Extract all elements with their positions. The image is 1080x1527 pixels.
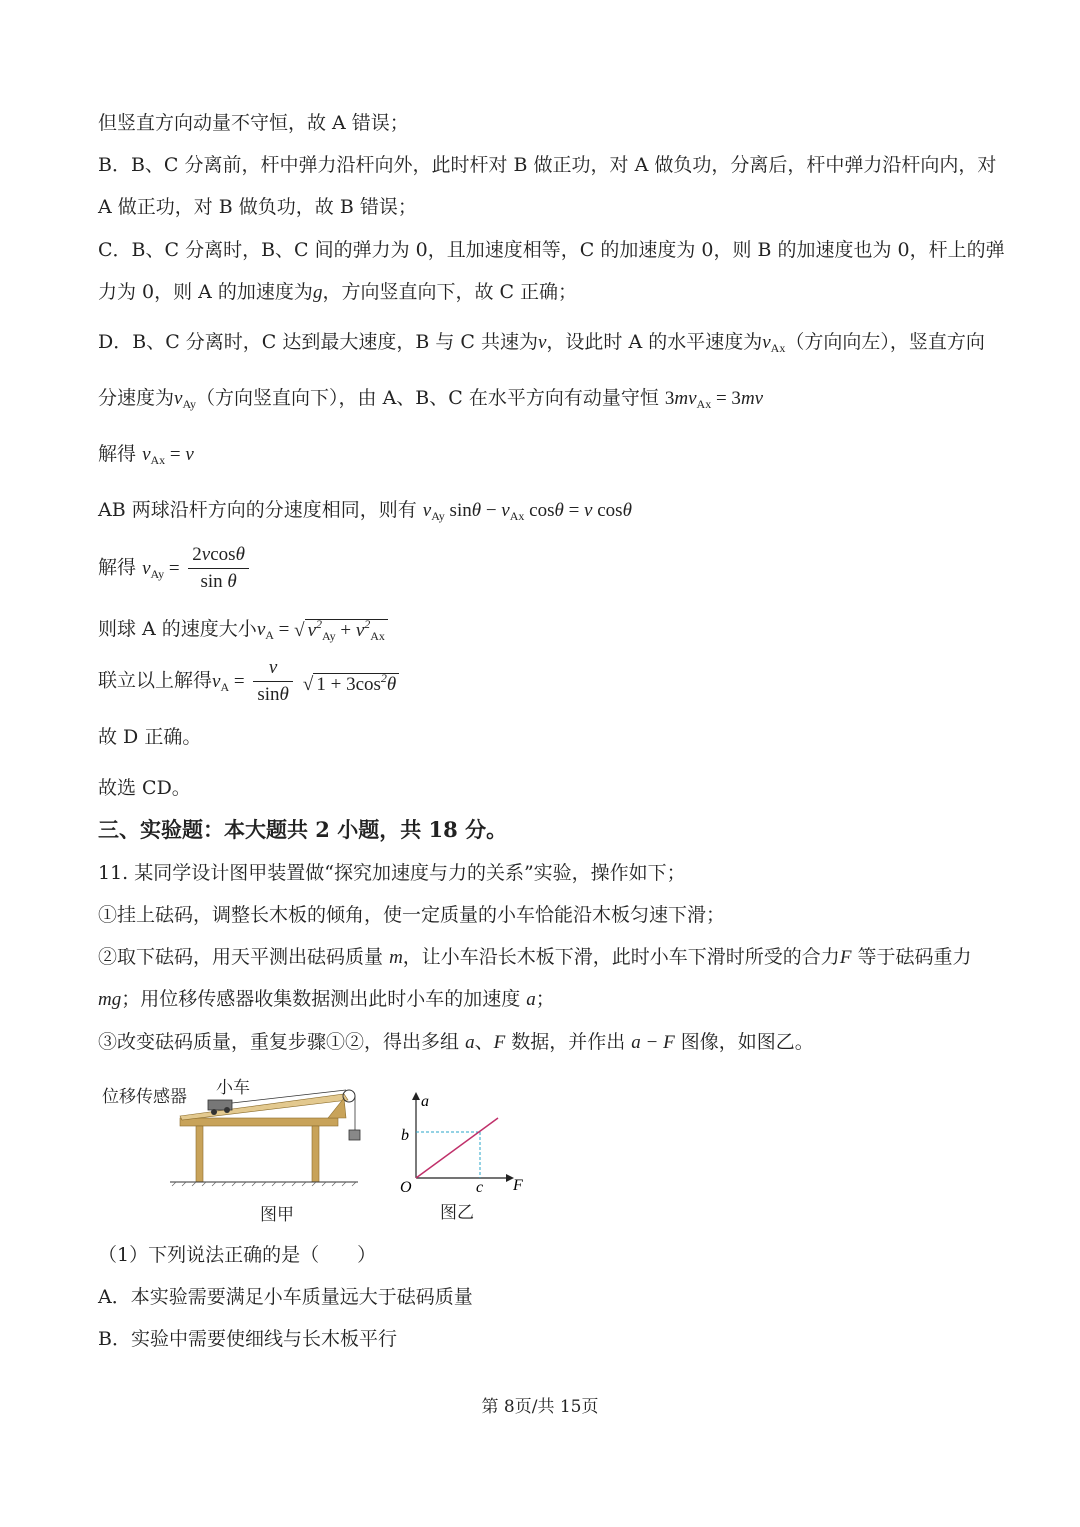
option-a: A．本实验需要满足小车质量远大于砝码质量 xyxy=(98,1286,473,1308)
text-line: A 做正功，对 B 做负功，故 B 错误； xyxy=(98,196,417,218)
origin-label: O xyxy=(400,1179,412,1196)
axis-a-label: a xyxy=(421,1093,429,1110)
equation-line: 解得 $v_{Ay}$ = $\frac{2vcos\theta}{\text{sin θ}}$ xyxy=(98,542,253,595)
step-3: ③改变砝码质量，重复步骤①②，得出多组 a、F 数据，并作出 a − F 图像，如图乙。 xyxy=(98,1031,814,1053)
text-line: 故 D 正确。 xyxy=(98,726,202,748)
text-line: 但竖直方向动量不守恒，故 A 错误； xyxy=(98,112,409,134)
section-heading: 三、实验题：本大题共 2 小题，共 18 分。 xyxy=(98,817,508,842)
b-label: b xyxy=(401,1127,409,1144)
c-label: c xyxy=(476,1179,484,1196)
equation-line: AB 两球沿杆方向的分速度相同，则有 $v_{Ay}$ $\sin\theta - v_{Ax}$ cosθ = v cosθ xyxy=(98,499,632,523)
text-line: 力为 0，则 A 的加速度为g，方向竖直向下，故 C 正确； xyxy=(98,281,578,303)
step-1: ①挂上砝码，调整长木板的倾角，使一定质量的小车恰能沿木板匀速下滑； xyxy=(98,904,726,926)
sensor-label: 位移传感器 xyxy=(102,1087,187,1107)
equation-line: 则球 A 的速度大小$v_A$ = √ $v^2_{Ay} + v^2_{Ax}$ xyxy=(98,611,388,649)
a-f-graph xyxy=(392,1086,532,1198)
figure-caption-b: 图乙 xyxy=(440,1203,474,1223)
answer-line: 故选 CD。 xyxy=(98,777,191,799)
a-f-line xyxy=(416,1118,498,1178)
text-line: 分速度为$v_{Ay}$（方向竖直向下），由 A、B、C 在水平方向有动量守恒 $3mv_{Ax} = 3mv$ xyxy=(98,387,764,411)
sub-question-1: （1）下列说法正确的是（ ） xyxy=(98,1244,377,1266)
page-footer: 第 8页/共 15页 xyxy=(481,1397,599,1417)
option-b: B．实验中需要使细线与长木板平行 xyxy=(98,1328,397,1350)
option-d-explanation: D．B、C 分离时，C 达到最大速度，B 与 C 共速为v，设此时 A 的水平速度为$v_{Ax}$（方向向左），竖直方向 xyxy=(98,331,985,355)
question-11: 11. 某同学设计图甲装置做“探究加速度与力的关系”实验，操作如下； xyxy=(98,862,686,884)
step-2-cont: mg；用位移传感器收集数据测出此时小车的加速度 a； xyxy=(98,988,555,1010)
figure-caption-a: 图甲 xyxy=(260,1205,294,1225)
option-c-explanation: C．B、C 分离时，B、C 间的弹力为 0，且加速度相等，C 的加速度为 0，则 B 的加速度也为 0，杆上的弹 xyxy=(98,239,1005,261)
cart-label: 小车 xyxy=(216,1078,250,1098)
axis-f-label: F xyxy=(513,1177,523,1194)
equation-line: 解得 $v_{Ax} = v$ xyxy=(98,443,194,467)
option-b-explanation: B．B、C 分离前，杆中弹力沿杆向外，此时杆对 B 做正功，对 A 做负功，分离后，杆中弹力沿杆向内，对 xyxy=(98,154,997,176)
apparatus-figure xyxy=(96,1070,376,1200)
step-2: ②取下砝码，用天平测出砝码质量 m，让小车沿长木板下滑，此时小车下滑时所受的合力F 等于砝码重力 xyxy=(98,946,972,968)
equation-line: 联立以上解得$v_A$ = $\frac{v}{\sin\theta}$ √ $1 + 3\cos^2\theta$ xyxy=(98,655,399,708)
